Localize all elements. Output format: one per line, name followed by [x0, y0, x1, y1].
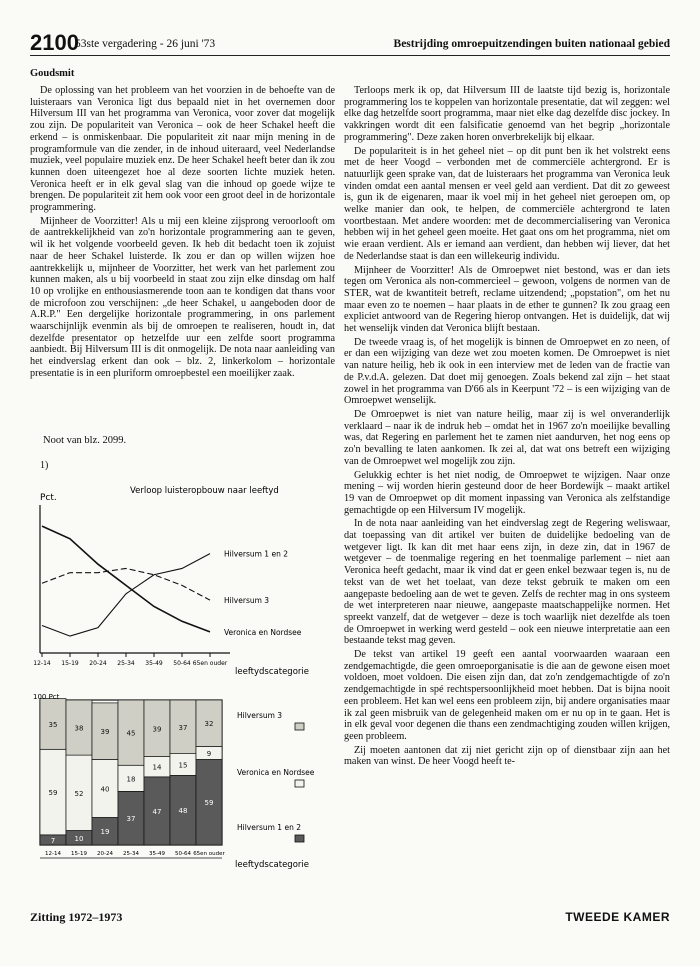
- paragraph: Zij moeten aantonen dat zij niet gericht zijn op of dienstbaar zijn aan het maken van winst. De heer Voogd heeft te-: [344, 744, 670, 768]
- legend-swatch: [295, 780, 304, 787]
- x-axis-label: leeftydscategorie: [235, 667, 309, 677]
- paragraph: De tweede vraag is, of het mogelijk is binnen de Omroepwet en zo neen, of er dan een wijziging van deze wet zou moeten komen. De Omroepwet is niet van nature heilig, heb ik ook in een interview met de leden van de fractie van de P.v.d.A. gelezen. Dat doet mij genoegen. Zoals bekend zal zijn – het staat zowel in het programma van D'66 als in Keerpunt '72 – is een wijziging van de Omroepwet wenselijk.: [344, 336, 670, 407]
- left-column: [30, 85, 335, 382]
- series-line: [42, 526, 210, 632]
- running-title: Bestrijding omroepuitzendingen buiten nationaal gebied: [393, 38, 670, 50]
- paragraph: Mijnheer de Voorzitter! Als u mij een kleine zijsprong veroorlooft om de aantrekkelijkheid van zo'n horizontale programmering aan te geven, wil ik het volgende voorbeeld geven. Ik heb dit bedacht toen ik zojuist naar de heer Schakel luisterde. Ik zou er dan op willen wijzen hoe aantrekkelijk u, mijnheer de Voorzitter, het werk van het parlement zou kunnen maken, als u bij voorbeeld in staat zou zijn elke dinsdag om half 10 op vrolijke en enthousiasmerende toon aan te kondigen dat thans voor de microfoon zou verschijnen: „de heer Schakel, u aangeboden door de A.R.P." Een dergelijke horizontale programmering, in ons parlement waarschijnlijk evenmin als bij de omroepen te realiseren, houdt in, dat dezelfde presentator op hetzelfde uur een zelfde soort programma aanbiedt. Bij Hilversum III is dit onmogelijk. De nota naar aanleiding van het eindverslag erkent dan ook – blz. 2, linkerkolom – horizontale presentatie is in een pluriform omroepbestel een moeilijker zaak.: [30, 215, 335, 379]
- bar-value-label: 39: [152, 725, 162, 734]
- x-tick-label: 20-24: [89, 660, 107, 667]
- footer-chamber: TWEEDE KAMER: [565, 910, 670, 924]
- bar-value-label: 35: [48, 720, 58, 729]
- bar-value-label: 15: [178, 761, 188, 770]
- x-tick-label: 35-49: [149, 851, 165, 857]
- bar-value-label: 40: [100, 785, 110, 794]
- legend-label: Veronica en Nordsee: [237, 768, 315, 777]
- bar-value-label: 45: [126, 729, 136, 738]
- legend-swatch: [295, 835, 304, 842]
- y-axis-label: 100 Pct: [33, 693, 60, 701]
- paragraph: De populariteit is in het geheel niet – op dit punt ben ik het volstrekt eens met de heer Voogd – verbonden met de commerciële achtergrond. Er is natuurlijk geen sprake van, dat de luisteraars het programma van Veronica leuk vinden omdat een aantal mensen er veel geld aan verdient. Dat dit zo geweest is, gun ik de eigenaren, maar ik voel mij in het geheel niet geroepen om, op welke manier dan ook, te helpen, de commerciële achtergrond te laten voortbestaan. Met andere woorden: met de decommercialisering van Veronica hebben wij in het geheel geen moeite. Het gaat ons om het programma, niet om wie eraan verdient. Als er iemand aan verdient, dan hebben wij liever, dat het de Nederlandse staat is dan een willekeurig individu.: [344, 145, 670, 262]
- bar-value-label: 37: [126, 815, 136, 824]
- x-tick-label: 12-14: [45, 851, 61, 857]
- bar-value-label: 59: [48, 789, 58, 798]
- legend-label: Hilversum 3: [237, 711, 283, 720]
- x-tick-label: 25-34: [123, 851, 139, 857]
- bar-value-label: 47: [152, 807, 162, 816]
- legend-swatch: [295, 723, 304, 730]
- series-label: Hilversum 3: [224, 596, 270, 606]
- bar-value-label: 52: [74, 789, 84, 798]
- right-column: [344, 85, 670, 770]
- bar-value-label: 39: [100, 728, 110, 737]
- paragraph: De oplossing van het probleem van het voorzien in de behoefte van de luisteraars van Veronica ligt dus bepaald niet in het overnemen door Hilversum III van het programma van Veronica, voor zover dat mogelijk zou zijn. De populariteit van Veronica – ook de heer Schakel heeft die erkend – is onmiskenbaar. Die populariteit zit naar mijn mening in de programformule van die zender, in de inhoud uiteraard, veel Nederlandse muziek, veel populaire muziek enz. De heer Schakel heeft beter dan ik zou kunnen doen uiteengezet hoe al deze soorten lichte muziek heten. Veronica heeft er in elk geval slag van die inhoud op goede wijze te brengen. De populariteit zit hem ook voor een groot deel in de horizontale programmering.: [30, 85, 335, 214]
- series-label: Hilversum 1 en 2: [224, 549, 288, 559]
- paragraph: Gelukkig echter is het niet nodig, de Omroepwet te wijzigen. Naar onze mening – wij worden hierin gesteund door de heer Bordewijk – maakt artikel 19 van de Omroepwet op dit moment inpassing van Veronica als zelfstandige gemachtigde op een Hilversum IV mogelijk.: [344, 469, 670, 516]
- speaker-name: Goudsmit: [30, 68, 75, 79]
- series-label: Veronica en Nordsee: [224, 627, 302, 637]
- footnote-marker: 1): [40, 460, 49, 471]
- x-tick-label: 50-64: [173, 660, 191, 667]
- x-tick-label: 25-34: [117, 660, 135, 667]
- paragraph: De tekst van artikel 19 geeft een aantal voorwaarden waaraan een zendgemachtigde, die geen omroeporganisatie is die aan de gewone eisen moet voldoen, moet voldoen. Die eisen zijn dan, dat zo'n zendgemachtigde of zo'n zendgemachtigde in spé rechtspersoonlijkheid moet hebben. Dat is bijna nooit een probleem. Het kan wel eens een probleem zijn, bij andere organisaties maar ik zal geen misbruik van de gelegenheid maken om er nu op in te gaan. Het is in elk geval voor degenen die thans een zendmachtiging zouden willen krijgen, geen probleem.: [344, 649, 670, 742]
- stacked-bar-chart: [30, 690, 330, 895]
- header-rule: [30, 55, 670, 56]
- bar-value-label: 37: [178, 723, 188, 732]
- x-tick-label: 15-19: [71, 851, 87, 857]
- bar-value-label: 7: [50, 836, 56, 845]
- chart-title: Verloop luisteropbouw naar leeftyd: [130, 486, 279, 496]
- legend-label: Hilversum 1 en 2: [237, 823, 301, 832]
- x-axis-label: leeftydscategorie: [235, 860, 309, 870]
- paragraph: Mijnheer de Voorzitter! Als de Omroepwet niet bestond, was er dan iets tegen om Veronica als non-commercieel – gewoon, volgens de normen van de STER, wat de kwantiteit betreft, reclame uitzendend; „popstation", om het nu maar even zo te noemen – haar plaats in de ether te gunnen? Ik zou graag een expliciet antwoord van de Regering hierop ontvangen. Het is duidelijk, dat wij het wenselijk vinden dat Veronica blijft bestaan.: [344, 264, 670, 335]
- bar-value-label: 32: [204, 720, 214, 729]
- line-chart: [30, 475, 330, 690]
- x-tick-label: 12-14: [33, 660, 51, 667]
- x-tick-label: 35-49: [145, 660, 163, 667]
- series-line: [42, 568, 210, 600]
- page-number: 2100: [30, 30, 79, 55]
- x-tick-label: 20-24: [97, 851, 113, 857]
- x-tick-label: 15-19: [61, 660, 79, 667]
- bar-value-label: 48: [178, 807, 188, 816]
- bar-value-label: 9: [206, 749, 212, 758]
- session-date: 53ste vergadering - 26 juni '73: [75, 38, 216, 50]
- x-tick-label: 50-64: [175, 851, 191, 857]
- note-reference: Noot van blz. 2099.: [43, 435, 127, 446]
- bar-value-label: 10: [74, 834, 84, 843]
- bar-value-label: 14: [152, 763, 162, 772]
- bar-value-label: 59: [204, 799, 214, 808]
- bar-value-label: 38: [74, 724, 84, 733]
- paragraph: Terloops merk ik op, dat Hilversum III de laatste tijd bezig is, horizontale programmering los te koppelen van horizontale presentatie, dat wil zeggen: wel elke dag hetzelfde soort programma, maar niet elke dag dezelfde disc jockey. In vakkringen wordt dit een falsificatie genoemd van het begrip „horizontale programmering". Deze zaken horen onverbrekelijk bij elkaar.: [344, 85, 670, 143]
- series-line: [42, 554, 210, 636]
- bar-value-label: 19: [100, 828, 110, 837]
- paragraph: De Omroepwet is niet van nature heilig, maar zij is wel onveranderlijk verklaard – naar ik de indruk heb – omdat het in 1967 zo'n moeilijke bevalling was, dat Regering en parlement het te zamen niet aandurven, het nog eens op zo'n bevalling te laten aankomen. Ik zei al, dat wat ons betreft een wijziging van de Omroepwet wel mogelijk zou zijn.: [344, 408, 670, 467]
- x-tick-label: 65en ouder: [193, 851, 225, 857]
- paragraph: In de nota naar aanleiding van het eindverslag zegt de Regering weliswaar, dat toepassing van dit artikel ver buiten de duidelijke bedoeling van de wetgever ligt. Ik kan dit met haar eens zijn, in deze zin, dat in 1967 de wetgever – de toenmalige regering en het toenmalige parlement – niet aan Veronica heeft gedacht, maar ik vind dat er geen enkel bezwaar tegen is, nu de tekst van de wet het toelaat, van deze tekst gebruik te maken om een aangepaste bedoeling aan de wet te geven. Zelfs de rechter mag in ons systeem de wet interpreteren naar nieuwe, aangepaste maatschappelijke normen. Het spreekt vanzelf, dat de wetgever – deze is toch waarlijk niet dezelfde als toen de Omroepwet in werking werd gesteld – ook een nieuwe interpretatie aan een bestaande tekst mag geven.: [344, 518, 670, 647]
- x-tick-label: 65en ouder: [192, 660, 228, 667]
- footer-session: Zitting 1972–1973: [30, 910, 123, 924]
- bar-value-label: 18: [126, 775, 136, 784]
- y-axis-label: Pct.: [40, 493, 57, 503]
